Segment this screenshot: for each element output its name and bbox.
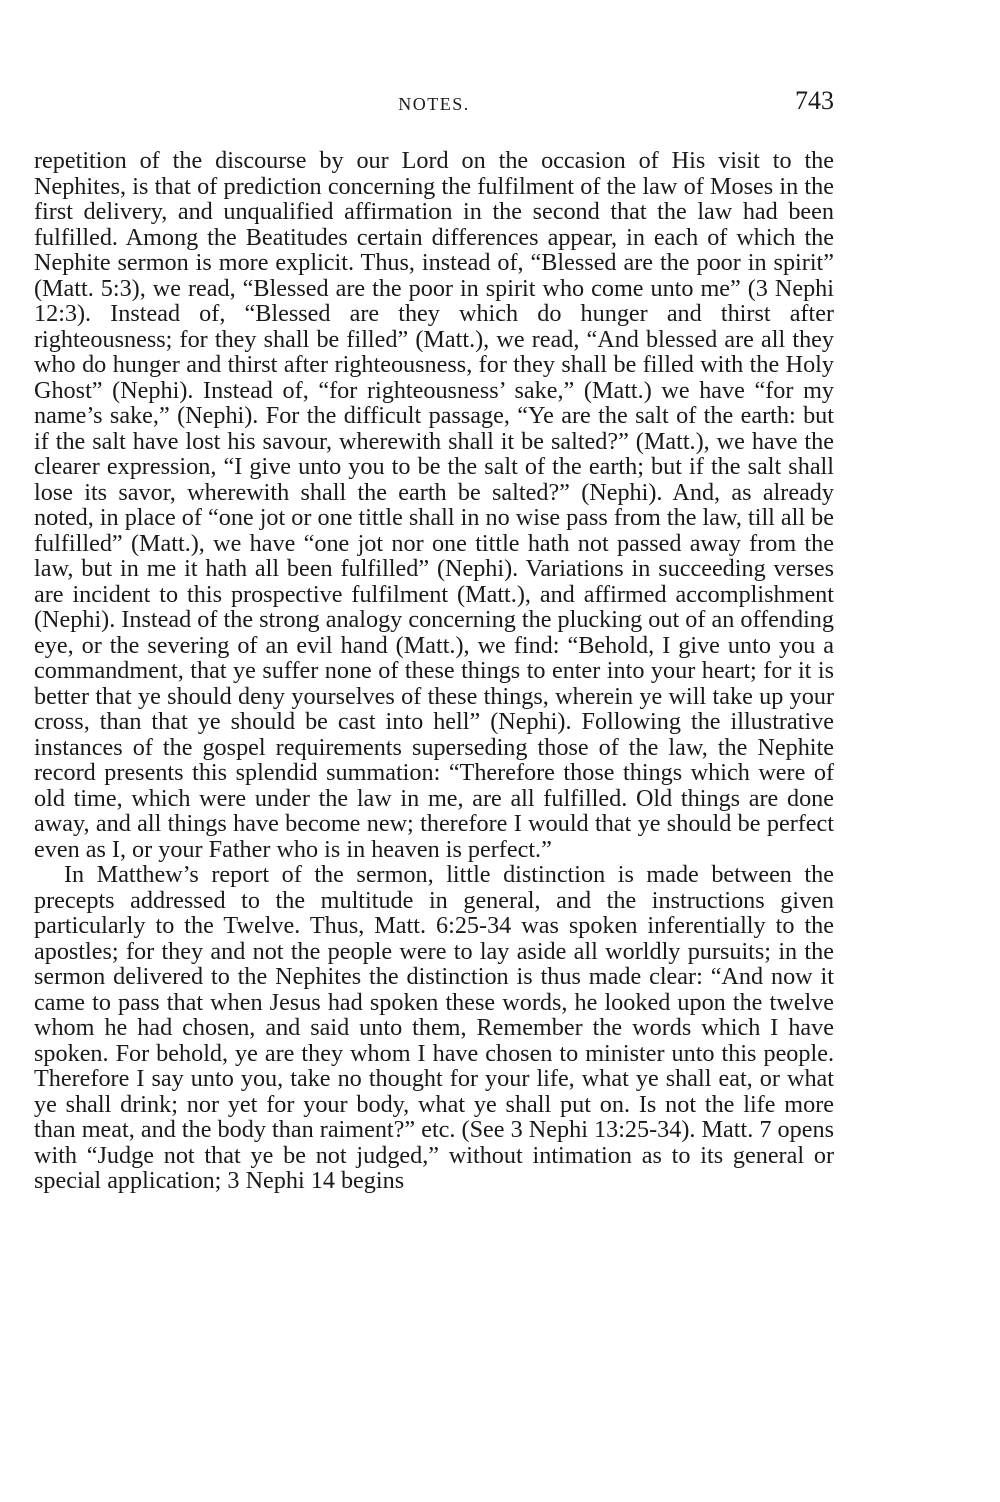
- running-title: NOTES.: [398, 94, 470, 114]
- paragraph: In Matthew’s report of the sermon, little distinction is made between the precepts addressed to the multitude in general, and the instructions given particularly to the Twelve. Thus, Matt. 6:25-34 was spoken inferentially to the apostles; for they and not the people were to lay aside all worldly pursuits; in the sermon delivered to the Nephites the distinction is thus made clear: “And now it came to pass that when Jesus had spoken these words, he looked upon the twelve whom he had chosen, and said unto them, Remember the words which I have spoken. For behold, ye are they whom I have chosen to minister unto this people. Therefore I say unto you, take no thought for your life, what ye shall eat, or what ye shall drink; nor yet for your body, what ye shall put on. Is not the life more than meat, and the body than raiment?” etc. (See 3 Nephi 13:25-34). Matt. 7 opens with “Judge not that ye be not judged,” without intimation as to its general or special application; 3 Nephi 14 begins: [34, 861, 834, 1194]
- page-number: 743: [795, 86, 834, 115]
- body-text: [34, 148, 834, 1194]
- paragraph: repetition of the discourse by our Lord on the occasion of His visit to the Nephites, is that of prediction concerning the fulfilment of the law of Moses in the first delivery, and unqualified affirmation in the second that the law had been fulfilled. Among the Beatitudes certain differences appear, in each of which the Nephite sermon is more explicit. Thus, instead of, “Blessed are the poor in spirit” (Matt. 5:3), we read, “Blessed are the poor in spirit who come unto me” (3 Nephi 12:3). Instead of, “Blessed are they which do hunger and thirst after righteousness; for they shall be filled” (Matt.), we read, “And blessed are all they who do hunger and thirst after righteousness, for they shall be filled with the Holy Ghost” (Nephi). Instead of, “for righteousness’ sake,” (Matt.) we have “for my name’s sake,” (Nephi). For the difficult passage, “Ye are the salt of the earth: but if the salt have lost his savour, wherewith shall it be salted?” (Matt.), we have the clearer expression, “I give unto you to be the salt of the earth; but if the salt shall lose its savor, wherewith shall the earth be salted?” (Nephi). And, as already noted, in place of “one jot or one tittle shall in no wise pass from the law, till all be fulfilled” (Matt.), we have “one jot nor one tittle hath not passed away from the law, but in me it hath all been fulfilled” (Nephi). Variations in succeeding verses are incident to this prospective fulfilment (Matt.), and affirmed accomplishment (Nephi). Instead of the strong analogy concerning the plucking out of an offending eye, or the severing of an evil hand (Matt.), we find: “Behold, I give unto you a commandment, that ye suffer none of these things to enter into your heart; for it is better that ye should deny yourselves of these things, wherein ye will take up your cross, than that ye should be cast into hell” (Nephi). Following the illustrative instances of the gospel requirements superseding those of the law, the Nephite record presents this splendid summation: “Therefore those things which were of old time, which were under the law in me, are all fulfilled. Old things are done away, and all things have become new; therefore I would that ye should be perfect even as I, or your Father who is in heaven is perfect.”: [34, 147, 834, 863]
- page-header: [34, 86, 834, 126]
